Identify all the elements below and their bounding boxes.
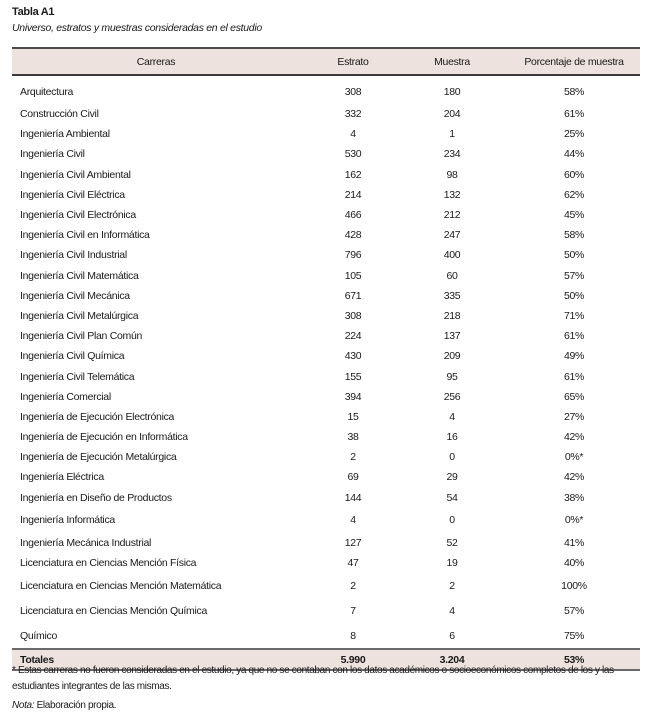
data-table — [12, 47, 640, 671]
cell-porcentaje: 75% — [563, 629, 585, 642]
cell-carrera: Ingeniería Civil Electrónica — [20, 209, 136, 222]
footnote: * Estas carreras no fueron consideradas en el estudio, ya que no se contaban con los datos académicos o socioeconómicos completos de los y las estudiantes integrantes de las mismas. — [12, 665, 614, 692]
cell-carrera: Ingeniería de Ejecución Electrónica — [20, 410, 175, 423]
cell-muestra: 234 — [443, 148, 461, 161]
table-row — [12, 467, 640, 487]
cell-carrera: Químico — [20, 629, 57, 642]
cell-carrera: Ingeniería Ambiental — [20, 128, 110, 141]
table-body — [12, 76, 640, 648]
cell-carrera: Ingeniería Civil Telemática — [20, 370, 135, 383]
cell-carrera: Ingeniería Civil Industrial — [20, 249, 127, 262]
cell-porcentaje: 65% — [563, 390, 585, 403]
cell-estrato: 2 — [350, 579, 356, 592]
totals-label: Totales — [20, 653, 54, 666]
cell-estrato: 430 — [344, 350, 362, 363]
table-row — [12, 185, 640, 205]
cell-porcentaje: 61% — [563, 330, 585, 343]
table-label: Tabla A1 — [12, 6, 55, 18]
cell-carrera: Ingeniería Civil — [20, 148, 85, 161]
cell-muestra: 60 — [446, 269, 458, 282]
cell-estrato: 4 — [350, 514, 356, 527]
table-caption: Universo, estratos y muestras consideradas en el estudio — [12, 22, 262, 34]
cell-porcentaje: 45% — [563, 209, 585, 222]
table-row — [12, 427, 640, 447]
cell-muestra: 218 — [443, 309, 461, 322]
cell-porcentaje: 0%* — [564, 451, 584, 464]
header-muestra: Muestra — [434, 55, 470, 68]
cell-estrato: 796 — [344, 249, 362, 262]
cell-muestra: 6 — [449, 629, 455, 642]
cell-porcentaje: 61% — [563, 370, 585, 383]
cell-carrera: Ingeniería Comercial — [20, 390, 111, 403]
cell-estrato: 8 — [350, 629, 356, 642]
table-row — [12, 144, 640, 164]
cell-carrera: Ingeniería Informática — [20, 514, 115, 527]
cell-estrato: 47 — [347, 557, 359, 570]
table-row — [12, 346, 640, 366]
totals-estrato: 5.990 — [340, 653, 366, 666]
table-row — [12, 508, 640, 533]
cell-muestra: 4 — [449, 410, 455, 423]
cell-muestra: 132 — [443, 188, 461, 201]
cell-muestra: 137 — [443, 330, 461, 343]
cell-muestra: 247 — [443, 229, 461, 242]
note-text: Elaboración propia. — [34, 700, 117, 711]
cell-carrera: Ingeniería en Diseño de Productos — [20, 491, 172, 504]
cell-muestra: 19 — [446, 557, 458, 570]
totals-muestra: 3.204 — [439, 653, 465, 666]
cell-carrera: Ingeniería Civil Química — [20, 350, 125, 363]
cell-carrera: Ingeniería Civil Metalúrgica — [20, 309, 139, 322]
table-row — [12, 245, 640, 265]
cell-porcentaje: 44% — [563, 148, 585, 161]
table-row — [12, 79, 640, 104]
cell-porcentaje: 100% — [561, 579, 587, 592]
header-porcentaje: Porcentaje de muestra — [524, 55, 624, 68]
table-row — [12, 124, 640, 144]
cell-muestra: 95 — [446, 370, 458, 383]
cell-estrato: 466 — [344, 209, 362, 222]
cell-porcentaje: 0%* — [564, 514, 584, 527]
cell-carrera: Ingeniería de Ejecución en Informática — [20, 431, 188, 444]
table-row — [12, 286, 640, 306]
cell-carrera: Ingeniería Civil Eléctrica — [20, 188, 125, 201]
totals-porcentaje: 53% — [563, 653, 585, 666]
cell-estrato: 69 — [347, 471, 359, 484]
table-row — [12, 165, 640, 185]
cell-muestra: 212 — [443, 209, 461, 222]
cell-porcentaje: 62% — [563, 188, 585, 201]
cell-carrera: Licenciatura en Ciencias Mención Química — [20, 604, 208, 617]
table-row — [12, 447, 640, 467]
cell-porcentaje: 41% — [563, 536, 585, 549]
cell-porcentaje: 50% — [563, 289, 585, 302]
cell-porcentaje: 42% — [563, 471, 585, 484]
cell-carrera: Construcción Civil — [20, 108, 99, 121]
cell-muestra: 98 — [446, 168, 458, 181]
table-row — [12, 306, 640, 326]
table-header — [12, 47, 640, 76]
cell-porcentaje: 25% — [563, 128, 585, 141]
cell-carrera: Ingeniería Civil Ambiental — [20, 168, 131, 181]
table-row — [12, 407, 640, 427]
cell-estrato: 15 — [347, 410, 359, 423]
cell-porcentaje: 57% — [563, 269, 585, 282]
table-row — [12, 225, 640, 245]
cell-muestra: 52 — [446, 536, 458, 549]
cell-carrera: Ingeniería Civil en Informática — [20, 229, 150, 242]
table-row — [12, 553, 640, 573]
cell-muestra: 0 — [449, 514, 455, 527]
cell-carrera: Ingeniería Civil Plan Común — [20, 330, 143, 343]
cell-muestra: 4 — [449, 604, 455, 617]
cell-estrato: 127 — [344, 536, 362, 549]
cell-estrato: 105 — [344, 269, 362, 282]
cell-porcentaje: 60% — [563, 168, 585, 181]
cell-porcentaje: 42% — [563, 431, 585, 444]
cell-estrato: 144 — [344, 491, 362, 504]
table-row — [12, 387, 640, 407]
source-note — [12, 698, 642, 714]
cell-estrato: 155 — [344, 370, 362, 383]
cell-porcentaje: 40% — [563, 557, 585, 570]
table-row — [12, 623, 640, 648]
table-row — [12, 266, 640, 286]
cell-estrato: 428 — [344, 229, 362, 242]
cell-estrato: 308 — [344, 85, 362, 98]
cell-estrato: 2 — [350, 451, 356, 464]
cell-muestra: 180 — [443, 85, 461, 98]
cell-carrera: Ingeniería de Ejecución Metalúrgica — [20, 451, 177, 464]
cell-estrato: 332 — [344, 108, 362, 121]
table-row — [12, 366, 640, 386]
cell-muestra: 1 — [449, 128, 455, 141]
table-row — [12, 205, 640, 225]
cell-estrato: 671 — [344, 289, 362, 302]
cell-carrera: Ingeniería Civil Mecánica — [20, 289, 130, 302]
cell-muestra: 209 — [443, 350, 461, 363]
cell-estrato: 162 — [344, 168, 362, 181]
cell-carrera: Licenciatura en Ciencias Mención Matemática — [20, 579, 222, 592]
cell-muestra: 0 — [449, 451, 455, 464]
table-row — [12, 533, 640, 553]
cell-estrato: 4 — [350, 128, 356, 141]
cell-porcentaje: 58% — [563, 229, 585, 242]
cell-estrato: 394 — [344, 390, 362, 403]
cell-carrera: Ingeniería Mecánica Industrial — [20, 536, 152, 549]
cell-muestra: 256 — [443, 390, 461, 403]
cell-muestra: 54 — [446, 491, 458, 504]
cell-muestra: 29 — [446, 471, 458, 484]
note-label: Nota: — [12, 700, 35, 711]
cell-porcentaje: 61% — [563, 108, 585, 121]
cell-estrato: 224 — [344, 330, 362, 343]
cell-estrato: 38 — [347, 431, 359, 444]
cell-muestra: 204 — [443, 108, 461, 121]
cell-estrato: 308 — [344, 309, 362, 322]
table-row — [12, 326, 640, 346]
cell-estrato: 7 — [350, 604, 356, 617]
table-row — [12, 573, 640, 598]
cell-muestra: 16 — [446, 431, 458, 444]
cell-porcentaje: 57% — [563, 604, 585, 617]
table-row — [12, 598, 640, 623]
cell-muestra: 2 — [449, 579, 455, 592]
cell-carrera: Arquitectura — [20, 85, 74, 98]
cell-estrato: 214 — [344, 188, 362, 201]
cell-porcentaje: 49% — [563, 350, 585, 363]
cell-estrato: 530 — [344, 148, 362, 161]
cell-carrera: Licenciatura en Ciencias Mención Física — [20, 557, 197, 570]
table-row — [12, 488, 640, 508]
cell-carrera: Ingeniería Civil Matemática — [20, 269, 139, 282]
header-carreras: Carreras — [136, 55, 176, 68]
cell-porcentaje: 38% — [563, 491, 585, 504]
cell-porcentaje: 58% — [563, 85, 585, 98]
cell-muestra: 400 — [443, 249, 461, 262]
table-row — [12, 104, 640, 124]
cell-carrera: Ingeniería Eléctrica — [20, 471, 104, 484]
header-estrato: Estrato — [337, 55, 369, 68]
cell-porcentaje: 50% — [563, 249, 585, 262]
cell-porcentaje: 71% — [563, 309, 585, 322]
cell-porcentaje: 27% — [563, 410, 585, 423]
cell-muestra: 335 — [443, 289, 461, 302]
